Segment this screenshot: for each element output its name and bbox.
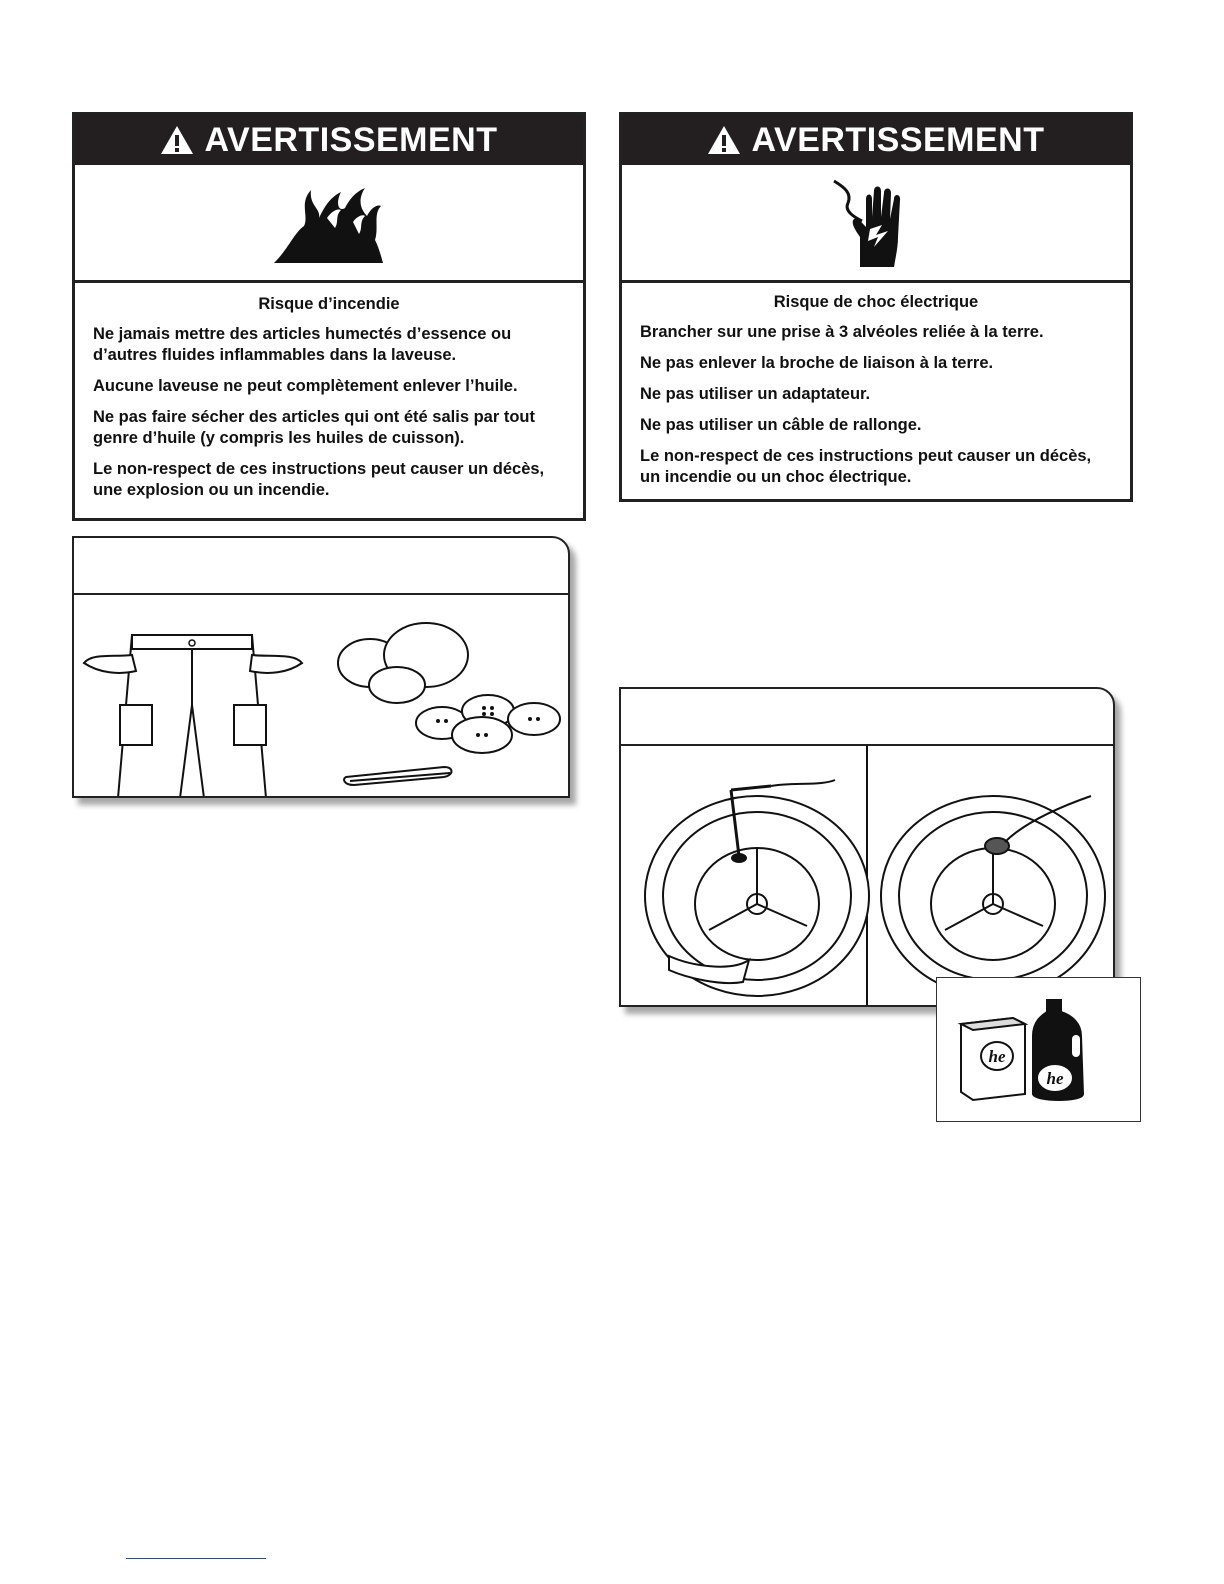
fire-warning-title: Risque d’incendie — [258, 295, 400, 313]
shock-warning-box — [619, 112, 1133, 502]
fire-icon — [269, 178, 389, 268]
warning-triangle-icon — [707, 125, 741, 155]
electric-shock-hand-icon — [826, 177, 926, 269]
fire-warning-box — [72, 112, 586, 521]
shock-warning-text — [622, 283, 1130, 506]
shock-icon-area — [622, 165, 1130, 283]
shock-warning-title: Risque de choc électrique — [773, 293, 979, 311]
fire-warning-text — [75, 283, 583, 519]
fire-icon-area — [75, 165, 583, 283]
shock-warning-paragraph: Ne pas utiliser un câble de rallonge. — [640, 416, 922, 434]
warning-triangle-icon — [160, 125, 194, 155]
fire-warning-paragraph: Aucune laveuse ne peut complètement enlever l’huile. — [93, 377, 518, 395]
shock-warning-paragraph: Ne pas utiliser un adaptateur. — [640, 385, 871, 403]
illustration-panel-header — [74, 538, 568, 595]
he-logo-box: he — [988, 1047, 1006, 1066]
empty-pockets-illustration — [74, 595, 568, 798]
warning-header-text: AVERTISSEMENT — [751, 120, 1045, 159]
shock-warning-paragraph: Ne pas enlever la broche de liaison à la terre. — [640, 354, 994, 372]
washer-illustration-panel — [619, 687, 1115, 1007]
fire-warning-paragraph: Ne pas faire sécher des articles qui ont été salis par tout genre d’huile (y compris les huiles de cuisson). — [93, 408, 535, 447]
shock-warning-paragraph: Brancher sur une prise à 3 alvéoles reliée à la terre. — [640, 323, 1044, 341]
pockets-illustration-panel — [72, 536, 570, 798]
he-logo-bottle: he — [1046, 1069, 1064, 1088]
warning-header-text: AVERTISSEMENT — [204, 120, 498, 159]
footer-rule — [126, 1558, 266, 1559]
washer-detergent-illustration — [621, 746, 1113, 1007]
he-detergent-icon — [937, 978, 1140, 1121]
illustration-panel-header — [621, 689, 1113, 746]
warning-header — [622, 115, 1130, 165]
warning-header — [75, 115, 583, 165]
he-detergent-inset — [936, 977, 1141, 1122]
fire-warning-paragraph: Ne jamais mettre des articles humectés d’essence ou d’autres fluides inflammables dans la laveuse. — [93, 325, 512, 364]
shock-warning-paragraph: Le non-respect de ces instructions peut causer un décès, un incendie ou un choc électrique. — [640, 447, 1092, 486]
fire-warning-paragraph: Le non-respect de ces instructions peut causer un décès, une explosion ou un incendie. — [93, 460, 545, 499]
